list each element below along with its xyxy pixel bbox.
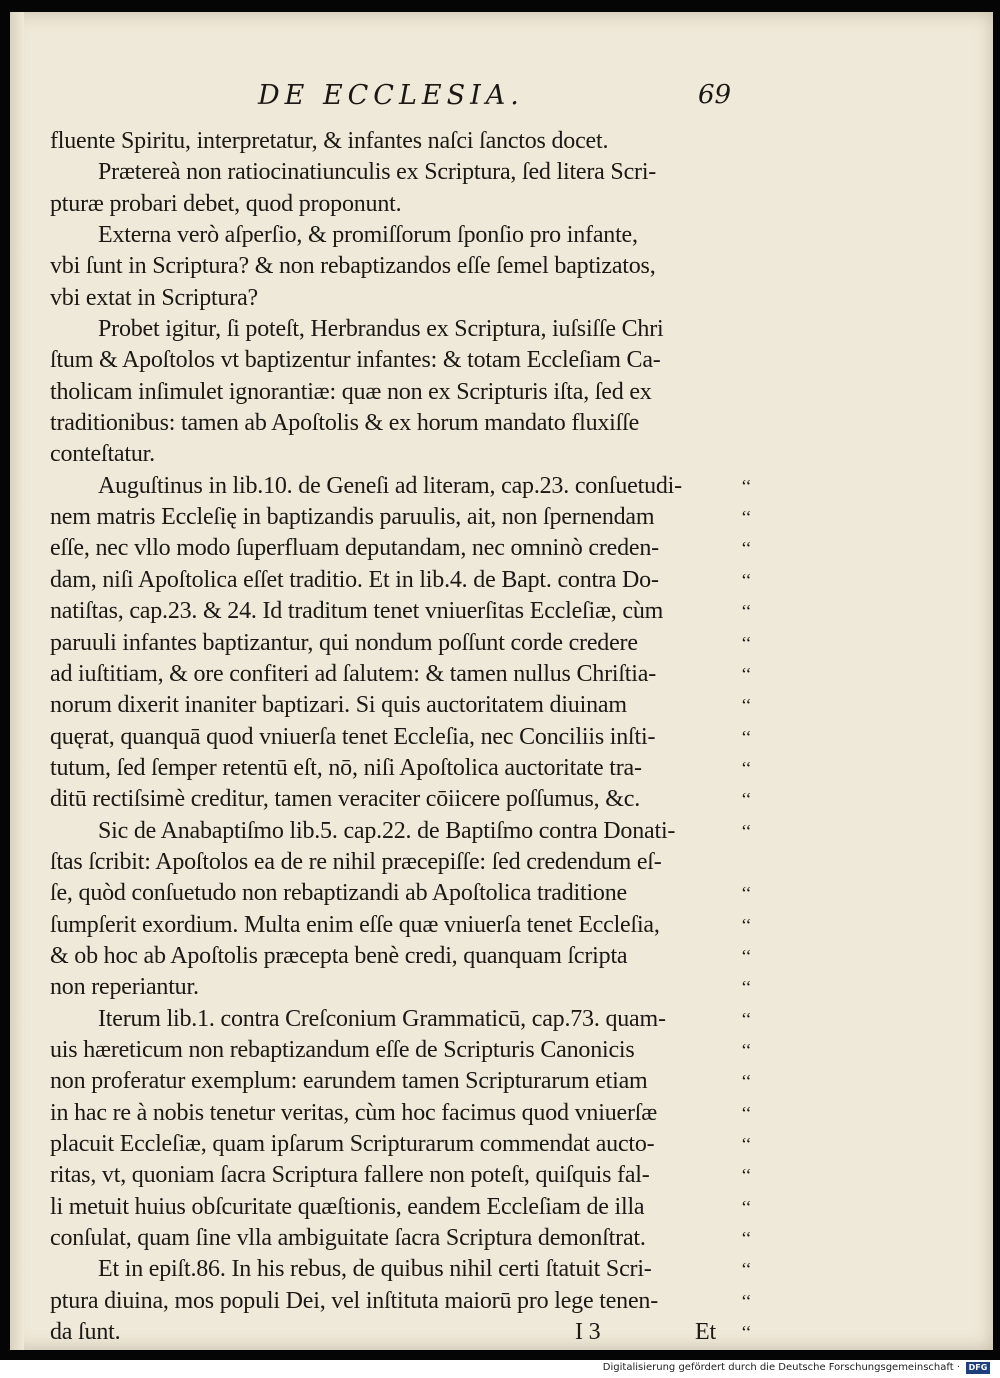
text-line [50, 816, 762, 847]
quotation-marker: ‘‘ [741, 789, 752, 810]
line-text: dam, niſi Apoſtolica eſſet traditio. Et in lib.4. de Bapt. contra Do- [50, 566, 659, 593]
text-line [50, 941, 762, 972]
line-text: vbi extat in Scriptura? [50, 284, 259, 311]
running-title: DE ECCLESIA. [258, 80, 524, 111]
quotation-marker: ‘‘ [741, 1196, 752, 1217]
quotation-marker: ‘‘ [741, 726, 752, 747]
text-line [50, 189, 762, 220]
line-text: Sic de Anabaptiſmo lib.5. cap.22. de Baptiſmo contra Donati- [98, 817, 676, 844]
text-line [50, 220, 762, 251]
quotation-marker: ‘‘ [741, 883, 752, 904]
text-line [50, 408, 762, 439]
text-line [50, 628, 762, 659]
signature-mark: I 3 [575, 1319, 601, 1346]
quotation-marker: ‘‘ [741, 475, 752, 496]
line-text: & ob hoc ab Apoſtolis præcepta benè credi, quanquam ſcripta [50, 942, 628, 969]
quotation-marker: ‘‘ [741, 632, 752, 653]
text-line [50, 377, 762, 408]
line-text: ditū rectiſsimè creditur, tamen veraciter cōiicere poſſumus, &c. [50, 786, 641, 813]
text-line [50, 471, 762, 502]
line-text: placuit Eccleſiæ, quam ipſarum Scripturarum commendat aucto- [50, 1131, 655, 1157]
text-line [50, 753, 762, 784]
text-line [50, 1035, 762, 1066]
line-text: ſumpſerit exordium. Multa enim eſſe quæ vniuerſa tenet Eccleſia, [50, 911, 660, 938]
text-line [50, 1192, 762, 1223]
line-text: ſe, quòd conſuetudo non rebaptizandi ab Apoſtolica traditione [50, 880, 627, 907]
text-line [50, 1098, 762, 1129]
line-text: pturæ probari debet, quod proponunt. [50, 190, 402, 217]
text-line [50, 314, 762, 345]
line-text: li metuit huius obſcuritate quæſtionis, eandem Eccleſiam de illa [50, 1193, 645, 1220]
line-text: tutum, ſed ſemper retentū eſt, nō, niſi Apoſtolica auctoritate tra- [50, 754, 642, 781]
line-text: natiſtas, cap.23. & 24. Id traditum tenet vniuerſitas Eccleſiæ, cùm [50, 598, 664, 625]
text-block [50, 126, 762, 1348]
text-line [50, 533, 762, 564]
line-text: conſulat, quam ſine vlla ambiguitate ſacra Scriptura demonſtrat. [50, 1225, 646, 1252]
line-text: Iterum lib.1. contra Creſconium Grammaticū, cap.73. quam- [98, 1005, 666, 1032]
line-text: ritas, vt, quoniam ſacra Scriptura fallere non poteſt, quiſquis fal- [50, 1162, 650, 1189]
line-text: ſtas ſcribit: Apoſtolos ea de re nihil præcepiſſe: ſed credendum eſ- [50, 848, 662, 875]
text-line [50, 439, 762, 470]
quotation-marker: ‘‘ [741, 663, 752, 684]
quotation-marker: ‘‘ [741, 1008, 752, 1029]
quotation-marker: ‘‘ [741, 1322, 752, 1343]
line-text: in hac re à nobis tenetur veritas, cùm hoc facimus quod vniuerſæ [50, 1099, 658, 1126]
quotation-marker: ‘‘ [741, 538, 752, 559]
line-text: Probet igitur, ſi poteſt, Herbrandus ex Scriptura, iuſsiſſe Chri [98, 316, 664, 343]
page-number: 69 [698, 80, 732, 110]
line-text: Et in epiſt.86. In his rebus, de quibus nihil certi ſtatuit Scri- [98, 1256, 652, 1283]
line-text: ad iuſtitiam, & ore confiteri ad ſalutem: & tamen nullus Chriſtia- [50, 660, 656, 687]
line-text: traditionibus: tamen ab Apoſtolis & ex horum mandato fluxiſſe [50, 410, 640, 437]
line-text: conteſtatur. [50, 441, 155, 468]
line-text: ptura diuina, mos populi Dei, vel inſtituta maiorū pro lege tenen- [50, 1287, 658, 1314]
quotation-marker: ‘‘ [741, 1039, 752, 1060]
text-line [50, 690, 762, 721]
text-line [50, 565, 762, 596]
text-line [50, 1066, 762, 1097]
quotation-marker: ‘‘ [741, 1228, 752, 1249]
digitization-footer [0, 1360, 1000, 1378]
text-line [50, 659, 762, 690]
text-line [50, 1286, 762, 1317]
text-line [50, 1223, 762, 1254]
line-text: fluente Spiritu, interpretatur, & infantes naſci ſanctos docet. [50, 128, 609, 154]
text-line [50, 910, 762, 941]
text-line [50, 1129, 762, 1160]
line-text: nem matris Eccleſię in baptizandis paruulis, ait, non ſpernendam [50, 504, 655, 531]
quotation-marker: ‘‘ [741, 1071, 752, 1092]
text-line [50, 1160, 762, 1191]
text-line [50, 157, 762, 188]
line-text: eſſe, nec vllo modo ſuperfluam deputandam, nec omninò creden- [50, 535, 659, 562]
text-line [50, 847, 762, 878]
text-line [50, 1254, 762, 1285]
text-line [50, 1004, 762, 1035]
line-text: non proferatur exemplum: earundem tamen Scripturarum etiam [50, 1068, 648, 1095]
text-line [50, 251, 762, 282]
quotation-marker: ‘‘ [741, 945, 752, 966]
line-text: quęrat, quanquā quod vniuerſa tenet Eccleſia, nec Conciliis inſti- [50, 723, 656, 750]
quotation-marker: ‘‘ [741, 977, 752, 998]
quotation-marker: ‘‘ [741, 601, 752, 622]
text-line [50, 596, 762, 627]
text-line [50, 784, 762, 815]
text-line [50, 878, 762, 909]
line-text: vbi ſunt in Scriptura? & non rebaptizandos eſſe ſemel baptizatos, [50, 253, 656, 280]
line-text: Auguſtinus in lib.10. de Geneſi ad literam, cap.23. conſuetudi- [98, 472, 682, 499]
dfg-logo: DFG [966, 1362, 990, 1374]
quotation-marker: ‘‘ [741, 1102, 752, 1123]
line-text: ſtum & Apoſtolos vt baptizentur infantes: & totam Eccleſiam Ca- [50, 347, 661, 374]
text-line [50, 283, 762, 314]
quotation-marker: ‘‘ [741, 1259, 752, 1280]
line-text: paruuli infantes baptizantur, qui nondum poſſunt corde credere [50, 629, 638, 656]
quotation-marker: ‘‘ [741, 1165, 752, 1186]
text-line [50, 502, 762, 533]
quotation-marker: ‘‘ [741, 507, 752, 528]
quotation-marker: ‘‘ [741, 757, 752, 778]
line-text: tholicam inſimulet ignorantiæ: quæ non ex Scripturis iſta, ſed ex [50, 378, 652, 405]
quotation-marker: ‘‘ [741, 820, 752, 841]
line-text: uis hæreticum non rebaptizandum eſſe de Scripturis Canonicis [50, 1036, 635, 1063]
quotation-marker: ‘‘ [741, 1134, 752, 1154]
quotation-marker: ‘‘ [741, 1290, 752, 1311]
line-text: Externa verò aſperſio, & promiſſorum ſponſio pro infante, [98, 222, 638, 249]
line-text: non reperiantur. [50, 974, 199, 1001]
book-page [10, 12, 993, 1350]
funding-credit: Digitalisierung gefördert durch die Deutsche Forschungsgemeinschaft · [602, 1362, 960, 1373]
text-line [50, 972, 762, 1003]
quotation-marker: ‘‘ [741, 914, 752, 935]
text-line [50, 722, 762, 753]
page-header [10, 80, 993, 120]
line-text: norum dixerit inaniter baptizari. Si quis auctoritatem diuinam [50, 692, 627, 719]
line-text: da ſunt. [50, 1319, 121, 1346]
quotation-marker: ‘‘ [741, 569, 752, 590]
page-gutter-edge [10, 12, 24, 1350]
line-text: Prætereà non ratiocinatiunculis ex Scriptura, ſed litera Scri- [98, 159, 657, 186]
text-line [50, 126, 762, 157]
catchword: Et [695, 1319, 716, 1346]
text-line-last [50, 1317, 762, 1348]
text-line [50, 345, 762, 376]
quotation-marker: ‘‘ [741, 695, 752, 716]
